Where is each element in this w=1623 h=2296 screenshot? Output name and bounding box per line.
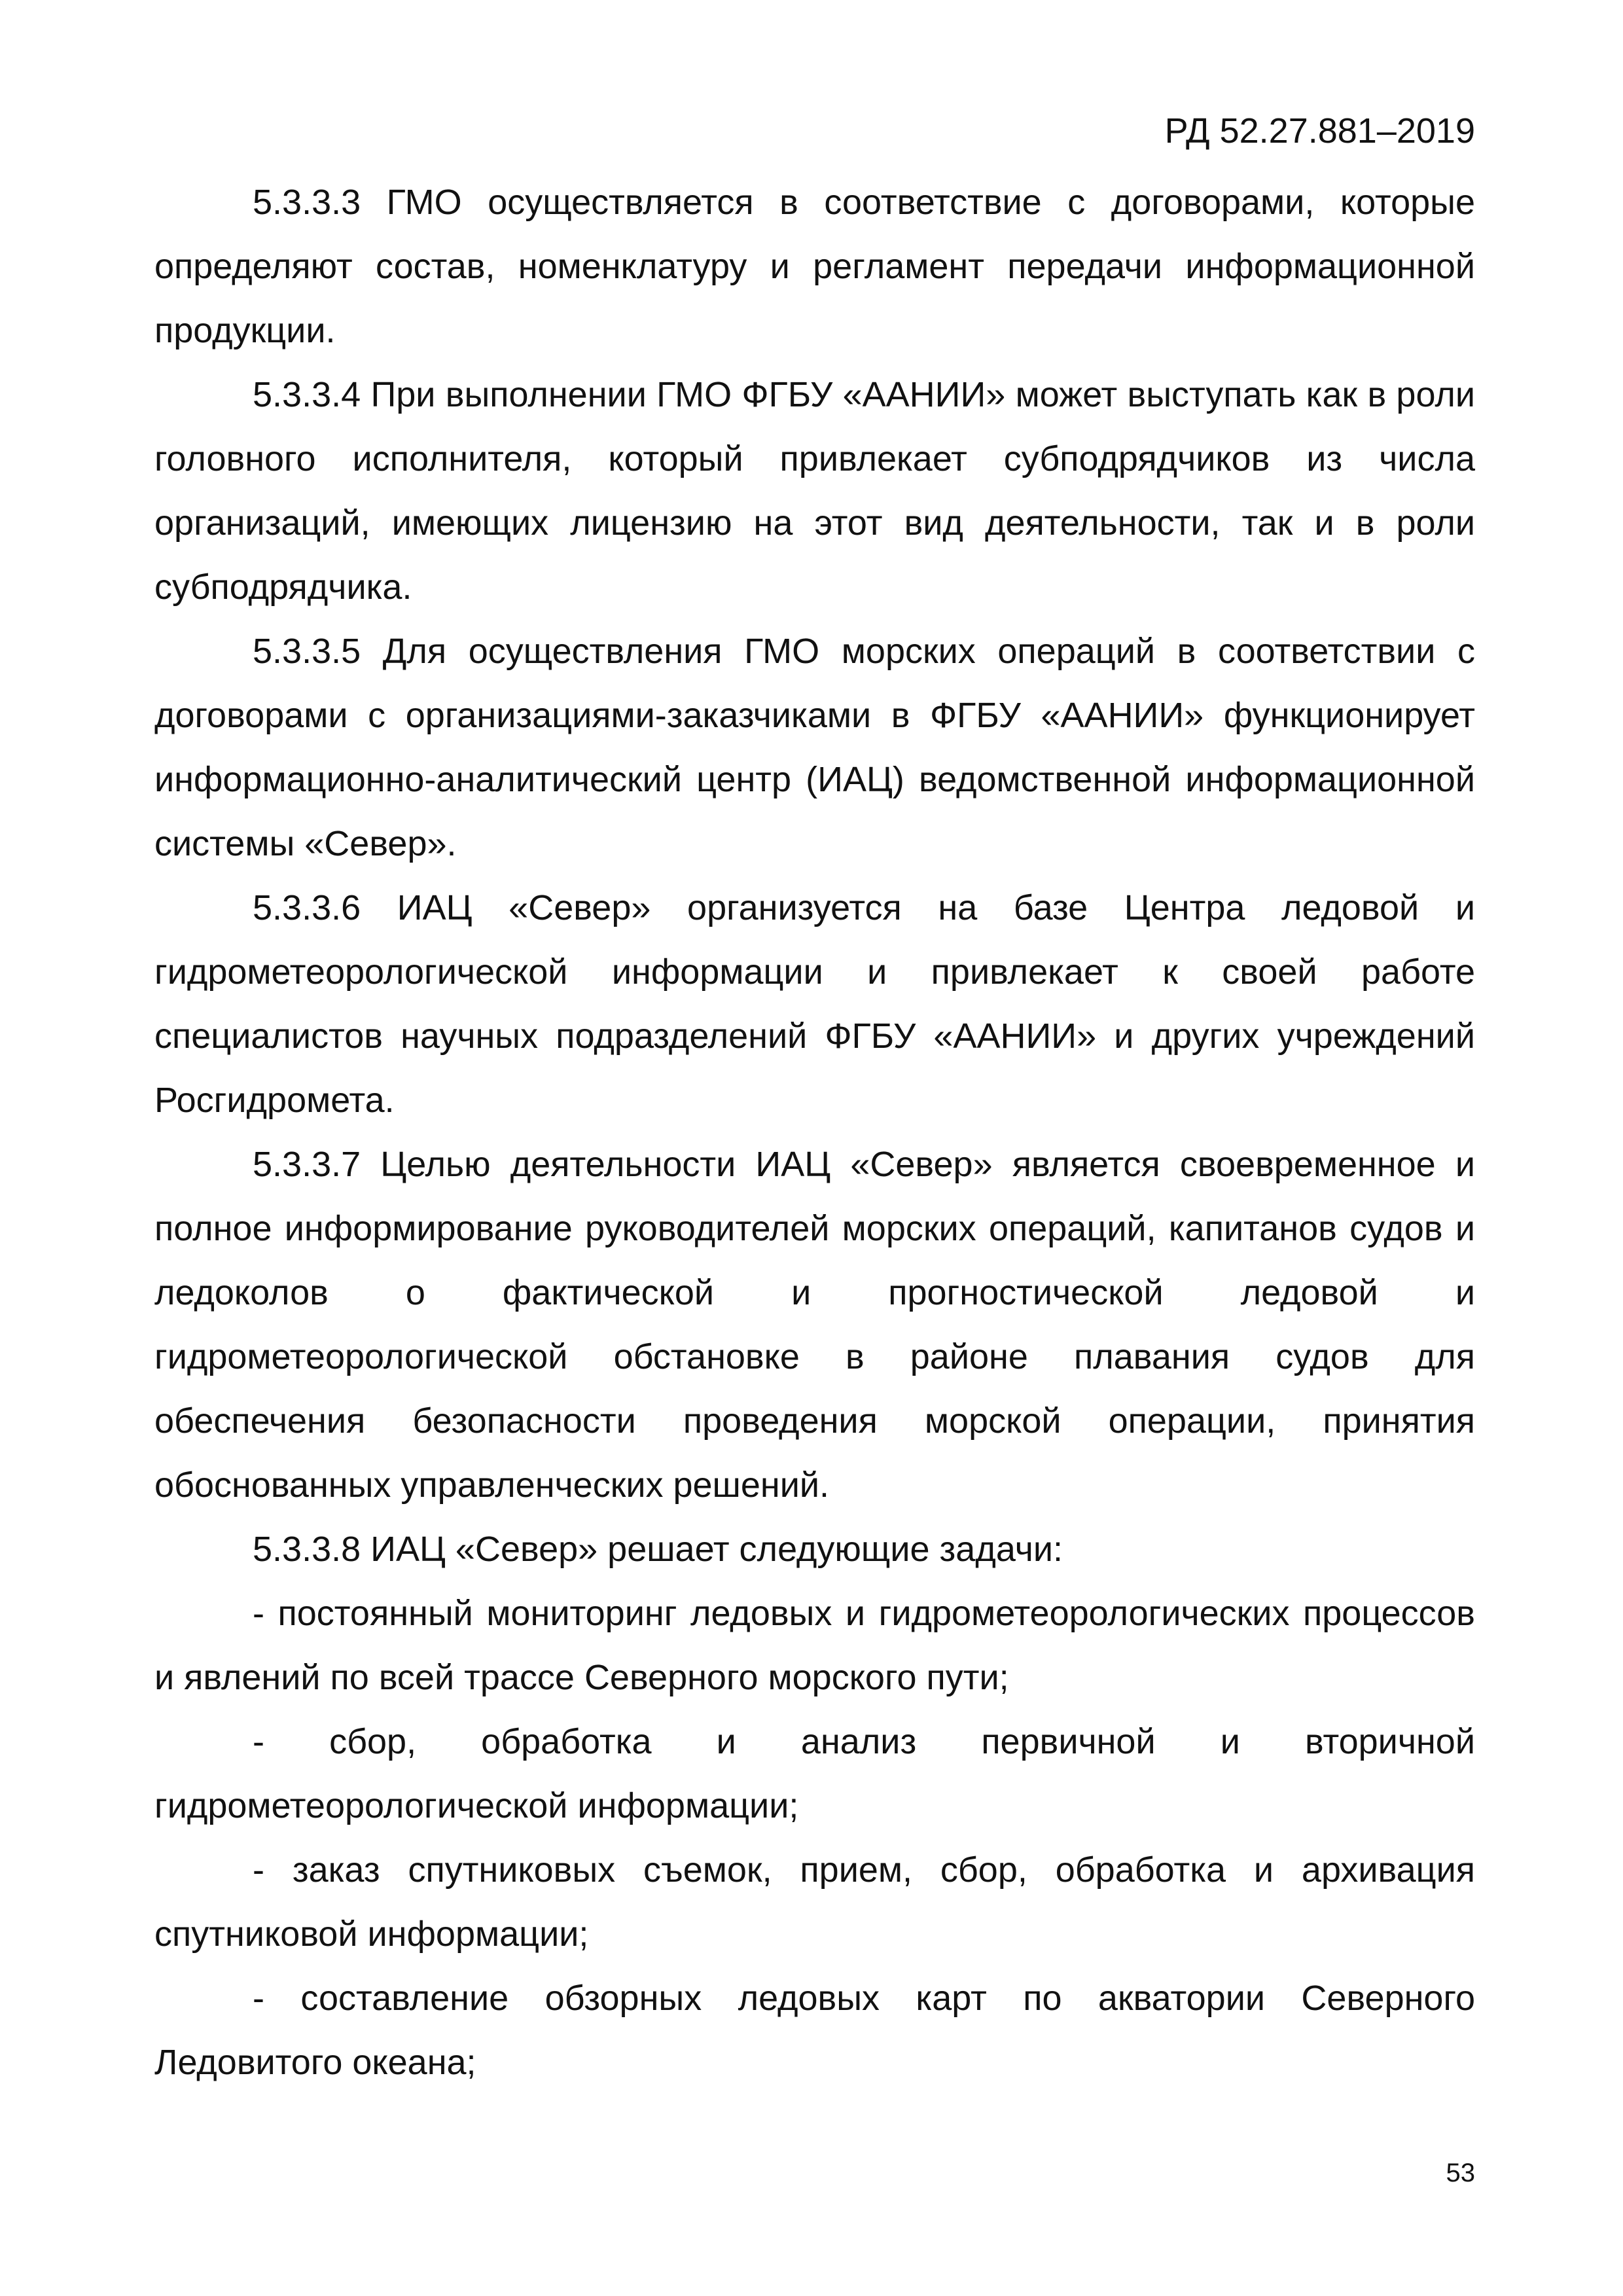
paragraph-5-3-3-5: 5.3.3.5 Для осуществления ГМО морских операций в соответствии с договорами с организациями-заказчиками в ФГБУ «ААНИИ» функционирует информационно-аналитический центр (ИАЦ) ведомственной информационной системы «Север». — [154, 632, 1475, 863]
document-code: РД 52.27.881–2019 — [1164, 111, 1475, 151]
body-text — [154, 170, 1475, 2094]
task-list-item: - сбор, обработка и анализ первичной и вторичной гидрометеорологической информации; — [154, 1722, 1475, 1825]
paragraph-5-3-3-4: 5.3.3.4 При выполнении ГМО ФГБУ «ААНИИ» может выступать как в роли головного исполнителя, который привлекает субподрядчиков из числа организаций, имеющих лицензию на этот вид деятельности, так и в роли субподрядчика. — [154, 375, 1475, 607]
paragraph-5-3-3-7: 5.3.3.7 Целью деятельности ИАЦ «Север» является своевременное и полное информирование руководителей морских операций, капитанов судов и ледоколов о фактической и прогностической ледовой и гидрометеорологической обстановке в районе плавания судов для обеспечения безопасности проведения морской операции, принятия обоснованных управленческих решений. — [154, 1145, 1475, 1505]
task-list-item: - постоянный мониторинг ледовых и гидрометеорологических процессов и явлений по всей трассе Северного морского пути; — [154, 1594, 1475, 1697]
page-number: 53 — [1446, 2159, 1475, 2187]
task-list-item: - заказ спутниковых съемок, прием, сбор, обработка и архивация спутниковой информации; — [154, 1850, 1475, 1954]
task-list-item: - составление обзорных ледовых карт по акватории Северного Ледовитого океана; — [154, 1979, 1475, 2082]
paragraph-5-3-3-3: 5.3.3.3 ГМО осуществляется в соответствие с договорами, которые определяют состав, номенклатуру и регламент передачи информационной продукции. — [154, 183, 1475, 350]
paragraph-5-3-3-6: 5.3.3.6 ИАЦ «Север» организуется на базе Центра ледовой и гидрометеорологической информации и привлекает к своей работе специалистов научных подразделений ФГБУ «ААНИИ» и других учреждений Росгидромета. — [154, 888, 1475, 1120]
paragraph-5-3-3-8: 5.3.3.8 ИАЦ «Север» решает следующие задачи: — [253, 1530, 1063, 1569]
